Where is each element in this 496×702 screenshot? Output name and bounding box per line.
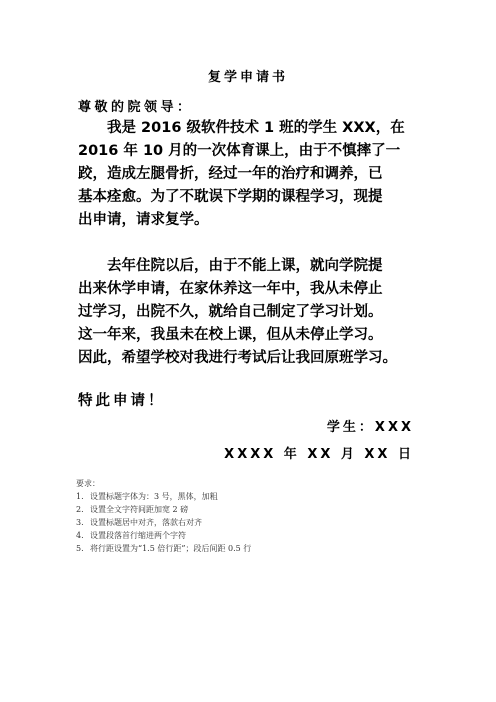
- requirements-heading: 要求：: [76, 479, 100, 488]
- requirement-item: [76, 542, 251, 555]
- requirement-number: 4.: [76, 531, 84, 540]
- paragraph-line: 这一年来，我虽未在校上课，但从未停止学习。: [78, 327, 383, 343]
- requirements-list: [76, 490, 251, 555]
- paragraph-line: 出申请，请求复学。: [78, 212, 209, 228]
- requirement-number: 1.: [76, 492, 84, 501]
- paragraph-line: 基本痊愈。为了不耽误下学期的课程学习，现提: [78, 189, 383, 205]
- salutation: 尊敬的院领导：: [78, 100, 194, 115]
- closing-line: 特此申请！: [78, 393, 166, 409]
- requirement-item: [76, 490, 251, 503]
- requirement-item: [76, 503, 251, 516]
- requirement-number: 5.: [76, 544, 84, 553]
- paragraph-line: 跤，造成左腿骨折，经过一年的治疗和调养，已: [78, 166, 383, 182]
- paragraph-line: 2016 年 10 月的一次体育课上，由于不慎摔了一: [78, 143, 401, 159]
- requirement-text: 设置标题字体为：3 号，黑体，加粗: [90, 492, 218, 501]
- paragraph-line: 因此，希望学校对我进行考试后让我回原班学习。: [78, 350, 397, 366]
- requirement-number: 2.: [76, 505, 84, 514]
- requirement-item: [76, 529, 251, 542]
- requirements-block: [76, 477, 251, 555]
- requirement-number: 3.: [76, 518, 84, 527]
- document-title: 复学申请书: [207, 70, 288, 85]
- paragraph-line: 去年住院以后，由于不能上课，就向学院提: [78, 258, 383, 274]
- signature-date: XXXX 年 XX 月 XX 日: [224, 447, 414, 462]
- paragraph-line: 我是 2016 级软件技术 1 班的学生 XXX，在: [78, 120, 405, 136]
- paragraph-line: 出来休学申请，在家休养这一年中，我从未停止: [78, 281, 383, 297]
- requirement-text: 设置段落首行缩进两个字符: [90, 531, 186, 540]
- paragraph-2: [78, 255, 424, 370]
- requirement-text: 将行距设置为“1.5 倍行距”；段后间距 0.5 行: [90, 544, 252, 553]
- paragraph-1: [78, 117, 424, 232]
- paragraph-line: 过学习，出院不久，就给自己制定了学习计划。: [78, 304, 383, 320]
- signature: 学生：XXX: [326, 420, 414, 435]
- requirement-item: [76, 516, 251, 529]
- requirement-text: 设置标题居中对齐，落款右对齐: [90, 518, 202, 527]
- requirement-text: 设置全文字符间距加宽 2 磅: [90, 505, 189, 514]
